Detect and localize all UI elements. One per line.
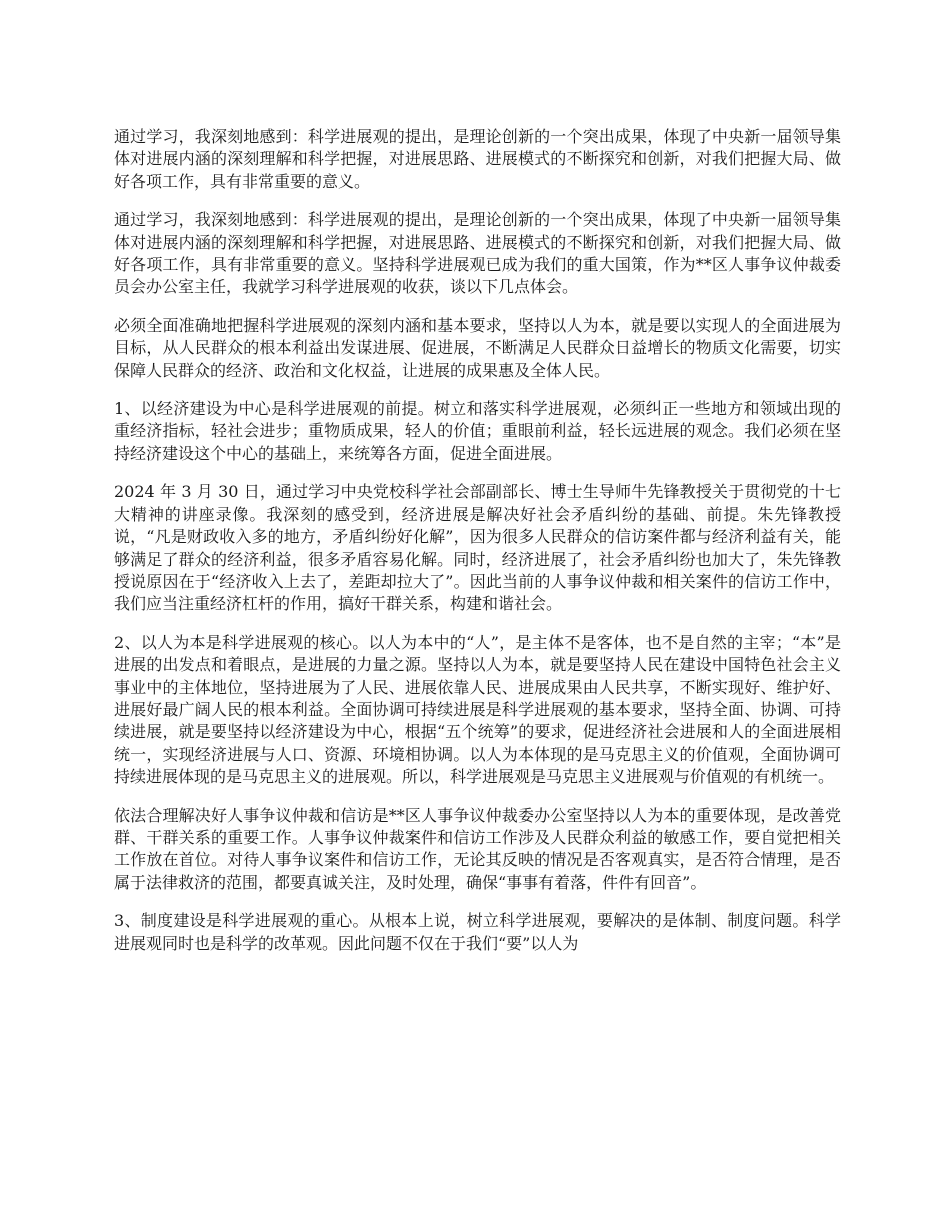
paragraph-1: 通过学习，我深刻地感到：科学进展观的提出，是理论创新的一个突出成果，体现了中央新一届领导集体对进展内涵的深刻理解和科学把握，对进展思路、进展模式的不断探究和创新，对我们把握大局、做好各项工作，具有非常重要的意义。	[114, 127, 841, 191]
paragraph-7: 依法合理解决好人事争议仲裁和信访是**区人事争议仲裁委办公室坚持以人为本的重要体现，是改善党群、干群关系的重要工作。人事争议仲裁案件和信访工作涉及人民群众利益的敏感工作，要自觉把相关工作放在首位。对待人事争议案件和信访工作，无论其反映的情况是否客观真实，是否符合情理，是否属于法律救济的范围，都要真诚关注，及时处理，确保“事事有着落，件件有回音”。	[114, 805, 841, 892]
document-page	[114, 126, 841, 971]
paragraph-6: 2、以人为本是科学进展观的核心。以人为本中的“人”，是主体不是客体，也不是自然的主宰；“本”是进展的出发点和着眼点，是进展的力量之源。坚持以人为本，就是要坚持人民在建设中国特色社会主义事业中的主体地位，坚持进展为了人民、进展依靠人民、进展成果由人民共享，不断实现好、维护好、进展好最广阔人民的根本利益。全面协调可持续进展是科学进展观的基本要求，坚持全面、协调、可持续进展，就是要坚持以经济建设为中心，根据“五个统筹”的要求，促进经济社会进展和人的全面进展相统一，实现经济进展与人口、资源、环境相协调。以人为本体现的是马克思主义的价值观，全面协调可持续进展体现的是马克思主义的进展观。所以，科学进展观是马克思主义进展观与价值观的有机统一。	[114, 632, 841, 787]
paragraph-8: 3、制度建设是科学进展观的重心。从根本上说，树立科学进展观，要解决的是体制、制度问题。科学进展观同时也是科学的改革观。因此问题不仅在于我们“要”以人为	[114, 911, 841, 953]
paragraph-4: 1、以经济建设为中心是科学进展观的前提。树立和落实科学进展观，必须纠正一些地方和领域出现的重经济指标，轻社会进步；重物质成果，轻人的价值；重眼前利益，轻长远进展的观念。我们必须在坚持经济建设这个中心的基础上，来统筹各方面，促进全面进展。	[114, 399, 841, 463]
paragraph-3: 必须全面准确地把握科学进展观的深刻内涵和基本要求，坚持以人为本，就是要以实现人的全面进展为目标，从人民群众的根本利益出发谋进展、促进展，不断满足人民群众日益增长的物质文化需要，切实保障人民群众的经济、政治和文化权益，让进展的成果惠及全体人民。	[114, 315, 841, 380]
paragraph-5: 2024 年 3 月 30 日，通过学习中央党校科学社会部副部长、博士生导师牛先锋教授关于贯彻党的十七大精神的讲座录像。我深刻的感受到，经济进展是解决好社会矛盾纠纷的基础、前提。朱先锋教授说，“凡是财政收入多的地方，矛盾纠纷好化解”，因为很多人民群众的信访案件都与经济利益有关，能够满足了群众的经济利益，很多矛盾容易化解。同时，经济进展了，社会矛盾纠纷也加大了，朱先锋教授说原因在于“经济收入上去了，差距却拉大了”。因此当前的人事争议仲裁和相关案件的信访工作中，我们应当注重经济杠杆的作用，搞好干群关系，构建和谐社会。	[114, 482, 841, 614]
paragraph-2: 通过学习，我深刻地感到：科学进展观的提出，是理论创新的一个突出成果，体现了中央新一届领导集体对进展内涵的深刻理解和科学把握，对进展思路、进展模式的不断探究和创新，对我们把握大局、做好各项工作，具有非常重要的意义。坚持科学进展观已成为我们的重大国策，作为**区人事争议仲裁委员会办公室主任，我就学习科学进展观的收获，谈以下几点体会。	[114, 210, 841, 297]
